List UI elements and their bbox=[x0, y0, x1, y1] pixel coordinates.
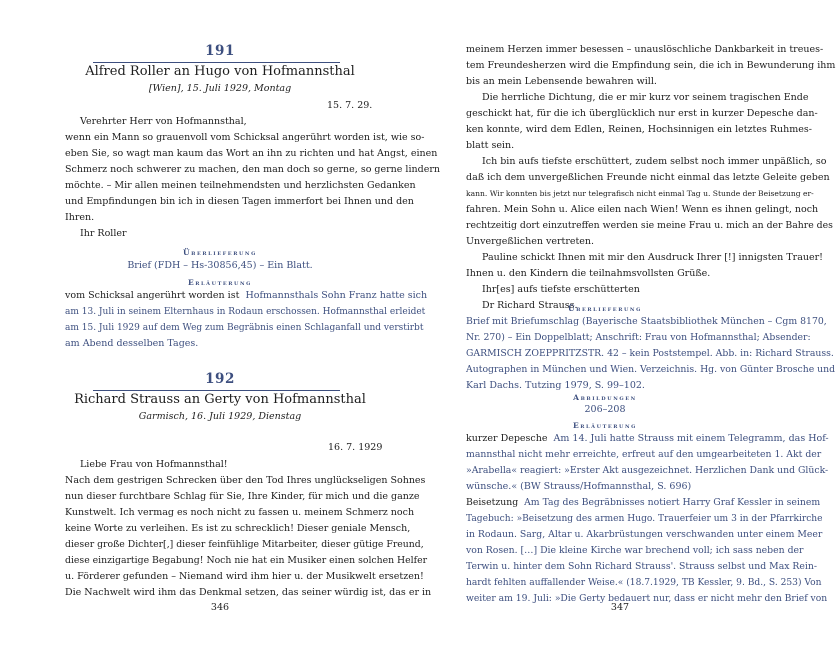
body-line: keine Worte zu verleihen. Es ist zu schrecklich! Dieser geniale Mensch, bbox=[65, 523, 411, 534]
body-line: diese einzigartige Begabung! Noch nie hat ein Musiker einen solchen Helfer bbox=[65, 555, 428, 566]
note-line: am 15. Juli 1929 auf dem Weg zum Begräbnis einen Schlaganfall und verstirbt bbox=[65, 323, 424, 333]
body-line: Pauline schickt Ihnen mit mir den Ausdruck Ihrer [!] innigsten Trauer! bbox=[482, 252, 823, 263]
title-rule bbox=[93, 390, 340, 391]
ueberlieferung-line: Karl Dachs. Tutzing 1979, S. 99–102. bbox=[466, 380, 645, 391]
letter-191-title: Alfred Roller an Hugo von Hofmannsthal bbox=[85, 64, 355, 79]
body-line: fahren. Mein Sohn u. Alice eilen nach Wien! Wenn es ihnen gelingt, noch bbox=[466, 204, 819, 215]
erlaeuterung-heading: Erläuterung bbox=[187, 278, 253, 287]
body-line: geschickt hat, für die ich überglücklich nur erst in kurzer Depesche dan- bbox=[466, 108, 818, 119]
note-line: Terwin u. hinter dem Sohn Richard Strauss'. Strauss selbst und Max Rein- bbox=[466, 561, 818, 572]
letter-192-title: Richard Strauss an Gerty von Hofmannsthal bbox=[74, 392, 366, 407]
body-line: Kunstwelt. Ich vermag es noch nicht zu fassen u. meinem Schmerz noch bbox=[65, 507, 415, 518]
note-line bbox=[65, 288, 427, 304]
page-number: 347 bbox=[610, 602, 630, 613]
body-line: eben Sie, so wagt man kaum das Wort an ihn zu richten und hat Angst, einen bbox=[65, 148, 438, 159]
note-line: Tagebuch: »Beisetzung des armen Hugo. Trauerfeier um 3 in der Pfarrkirche bbox=[466, 514, 823, 524]
note-line bbox=[466, 495, 820, 511]
body-line: Verehrter Herr von Hofmannsthal, bbox=[80, 116, 247, 127]
body-line: dieser große Dichter[,] dieser feinfühlige Mitarbeiter, dieser gütige Freund, bbox=[65, 539, 424, 550]
note-line: hardt fehlten auffallender Weise.« (18.7.1929, TB Kessler, 9. Bd., S. 253) Von bbox=[466, 578, 822, 588]
signature: Ihr Roller bbox=[80, 228, 127, 239]
ueberlieferung-heading: Überlieferung bbox=[568, 304, 642, 313]
note-text: Am Tag des Begräbnisses notiert Harry Graf Kessler in seinem bbox=[524, 497, 821, 508]
note-line: am Abend desselben Tages. bbox=[65, 338, 199, 349]
ueberlieferung-line: GARMISCH ZOEPPRITZSTR. 42 – kein Poststempel. Abb. in: Richard Strauss. bbox=[466, 348, 834, 359]
body-line: rechtzeitig dort einzutreffen werden sie meine Frau u. mich an der Bahre des bbox=[466, 220, 833, 231]
body-line: Ihren. bbox=[65, 212, 95, 223]
body-line: Die herrliche Dichtung, die er mir kurz vor seinem tragischen Ende bbox=[482, 92, 809, 103]
abbildungen-text: 206–208 bbox=[584, 404, 626, 415]
note-line bbox=[466, 431, 829, 447]
note-line: wünsche.« (BW Strauss/Hofmannsthal, S. 696) bbox=[466, 481, 692, 492]
body-line: Die Nachwelt wird ihm das Denkmal setzen, das seiner würdig ist, das er in bbox=[65, 587, 432, 598]
body-line: Nach dem gestrigen Schrecken über den Tod Ihres unglückseligen Sohnes bbox=[65, 475, 426, 486]
ueberlieferung-line: Nr. 270) – Ein Doppelblatt; Anschrift: Frau von Hofmannsthal; Absender: bbox=[466, 332, 811, 343]
ueberlieferung-line: Brief mit Briefumschlag (Bayerische Staatsbibliothek München – Cgm 8170, bbox=[466, 316, 827, 327]
body-line: u. Förderer gefunden – Niemand wird ihm hier u. der Musikwelt ersetzen! bbox=[65, 571, 424, 582]
note-line: am 13. Juli in seinem Elternhaus in Rodaun erschossen. Hofmannsthal erleidet bbox=[65, 307, 426, 317]
letter-192-subtitle: Garmisch, 16. Juli 1929, Dienstag bbox=[138, 411, 302, 422]
letter-191-number: 191 bbox=[205, 43, 235, 59]
note-text: Am 14. Juli hatte Strauss mit einem Telegramm, das Hof- bbox=[553, 433, 829, 444]
note-term: Beisetzung bbox=[466, 497, 519, 508]
body-line: ken konnte, wird dem Edlen, Reinen, Hochsinnigen ein letztes Ruhmes- bbox=[466, 124, 812, 135]
body-line: meinem Herzen immer besessen – unauslöschliche Dankbarkeit in treues- bbox=[466, 44, 824, 55]
note-term: vom Schicksal angerührt worden ist bbox=[65, 290, 240, 301]
letter-191-subtitle: [Wien], 15. Juli 1929, Montag bbox=[148, 83, 292, 94]
body-line: Ihr[es] aufs tiefste erschütterten bbox=[482, 284, 640, 295]
body-line: Schmerz noch schwerer zu machen, den man doch so gerne, so gerne lindern bbox=[65, 164, 440, 175]
body-line: Liebe Frau von Hofmannsthal! bbox=[80, 459, 228, 470]
note-text: Hofmannsthals Sohn Franz hatte sich bbox=[245, 290, 428, 301]
body-line: tem Freundesherzen wird die Empfindung sein, die ich in Bewunderung ihm bbox=[466, 60, 836, 71]
ueberlieferung-heading: Überlieferung bbox=[183, 248, 257, 257]
page-number: 346 bbox=[210, 602, 230, 613]
letter-191-date: 15. 7. 29. bbox=[327, 100, 373, 111]
body-line: bis an mein Lebensende bewahren will. bbox=[466, 76, 657, 87]
ueberlieferung-line: Autographen in München und Wien. Verzeichnis. Hg. von Günter Brosche und bbox=[466, 364, 836, 375]
note-line: mannsthal nicht mehr erreichte, erfreut auf den umgearbeiteten 1. Akt der bbox=[466, 449, 822, 460]
body-line: blatt sein. bbox=[466, 140, 515, 151]
erlaeuterung-heading: Erläuterung bbox=[572, 421, 638, 430]
body-line: Unvergeßlichen vertreten. bbox=[466, 236, 595, 247]
body-line: nun dieser furchtbare Schlag für Sie, Ihre Kinder, für mich und die ganze bbox=[65, 491, 420, 502]
signature: Dr Richard Strauss. bbox=[482, 300, 578, 311]
title-rule bbox=[93, 62, 340, 63]
note-line: weiter am 19. Juli: »Die Gerty bedauert nur, dass er nicht mehr den Brief von bbox=[466, 593, 828, 604]
body-line: daß ich dem unvergeßlichen Freunde nicht einmal das letzte Geleite geben bbox=[466, 172, 830, 183]
body-line: wenn ein Mann so grauenvoll vom Schicksal angerührt worden ist, wie so- bbox=[65, 132, 425, 143]
letter-192-number: 192 bbox=[205, 371, 235, 387]
note-line: »Arabella« reagiert: »Erster Akt ausgezeichnet. Herzlichen Dank und Glück- bbox=[466, 465, 829, 476]
note-line: von Rosen. […] Die kleine Kirche war brechend voll; ich sass neben der bbox=[466, 545, 804, 556]
body-line: und Empfindungen bin ich in diesen Tagen immerfort bei Ihnen und den bbox=[65, 196, 414, 207]
note-line: in Rodaun. Sarg, Altar u. Akarbrüstungen verschwanden unter einem Meer bbox=[466, 529, 823, 540]
body-line: Ich bin aufs tiefste erschüttert, zudem selbst noch immer unpäßlich, so bbox=[482, 156, 827, 167]
note-term: kurzer Depesche bbox=[466, 433, 548, 444]
body-line: möchte. – Mir allen meinen teilnehmendsten und herzlichsten Gedanken bbox=[65, 180, 416, 191]
ueberlieferung-text: Brief (FDH – Hs-30856,45) – Ein Blatt. bbox=[127, 260, 313, 271]
body-line: Ihnen u. den Kindern die teilnahmsvollsten Grüße. bbox=[466, 268, 711, 279]
letter-192-date: 16. 7. 1929 bbox=[328, 442, 383, 453]
body-line: kann. Wir konnten bis jetzt nur telegrafisch nicht einmal Tag u. Stunde der Beisetzung er- bbox=[466, 189, 814, 198]
right-page bbox=[420, 0, 839, 646]
abbildungen-heading: Abbildungen bbox=[573, 393, 637, 402]
